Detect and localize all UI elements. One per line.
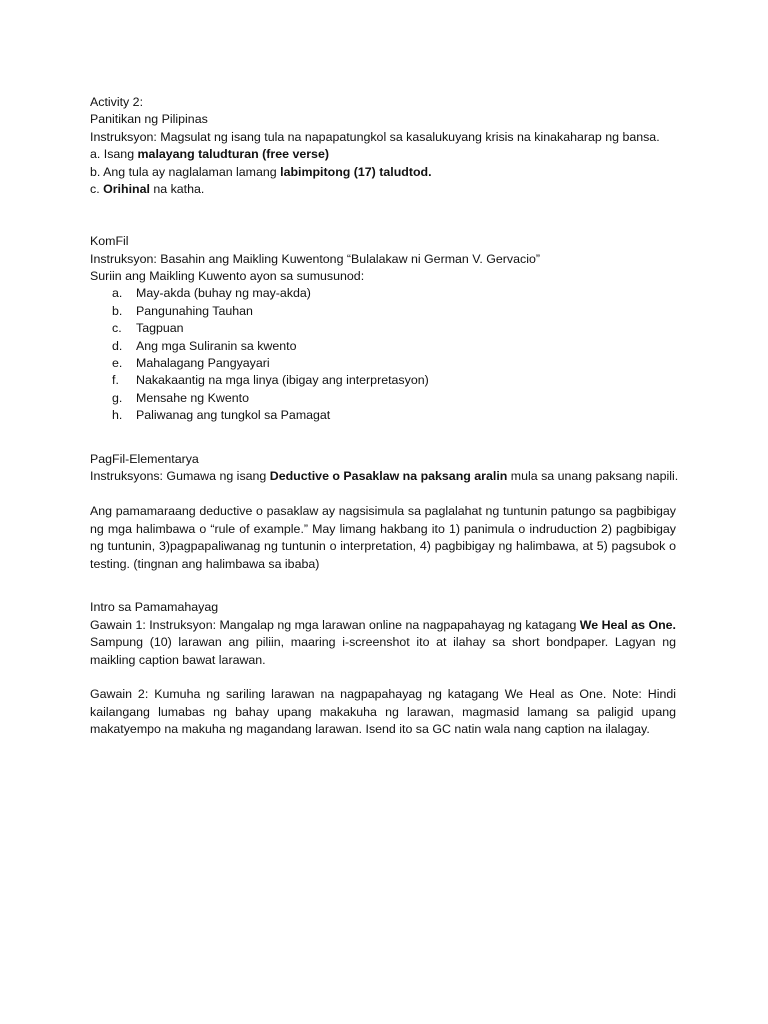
list-item-letter: d.	[112, 338, 123, 353]
document-page	[90, 94, 679, 739]
requirement-a-prefix: a. Isang	[90, 147, 138, 162]
list-item-letter: a.	[112, 286, 123, 301]
requirement-b-prefix: b. Ang tula ay naglalaman lamang	[90, 164, 281, 179]
requirement-b	[90, 164, 676, 181]
list-item-text: Paliwanag ang tungkol sa Pamagat	[136, 408, 331, 423]
list-item-text: May-akda (buhay ng may-akda)	[136, 286, 311, 301]
list-item	[90, 285, 676, 302]
requirement-c-suffix: na katha.	[149, 182, 205, 197]
gawain1-bold: We Heal as One.	[579, 617, 676, 632]
list-item	[90, 390, 676, 407]
gawain2-paragraph: Gawain 2: Kumuha ng sariling larawan na nagpapahayag ng katagang We Heal as One. Note: Hindi kailangang lumabas ng bahay upang makakuha ng larawan, magmasid lamang sa paligid upang makatyempo na makuha ng magandang larawan. Isend ito sa GC natin wala nang caption na ilalagay.	[90, 687, 676, 737]
list-item	[90, 320, 676, 337]
list-item-letter: e.	[112, 356, 123, 371]
list-item-letter: g.	[112, 390, 123, 405]
list-item	[90, 355, 676, 372]
komfil-title: KomFil	[90, 234, 129, 249]
komfil-list	[90, 285, 676, 424]
list-item	[90, 372, 676, 389]
pagfil-instruction-bold: Deductive o Pasaklaw na paksang aralin	[269, 469, 508, 484]
list-item-text: Mensahe ng Kwento	[136, 390, 249, 405]
list-item-letter: b.	[112, 303, 123, 318]
gawain1-prefix: Gawain 1: Instruksyon: Mangalap ng mga larawan online na nagpapahayag ng katagang	[90, 617, 580, 632]
requirement-c	[90, 181, 676, 198]
activity-title: Activity 2:	[90, 95, 144, 109]
activity-subject: Panitikan ng Pilipinas	[90, 112, 208, 127]
komfil-instruction: Instruksyon: Basahin ang Maikling Kuwentong “Bulalakaw ni German V. Gervacio”	[90, 251, 540, 266]
list-item-text: Ang mga Suliranin sa kwento	[136, 338, 297, 353]
requirement-a	[90, 146, 676, 163]
intro-title: Intro sa Pamamahayag	[90, 600, 219, 615]
requirement-a-bold: malayang taludturan (free verse)	[137, 147, 329, 162]
list-item	[90, 407, 676, 424]
komfil-sub-instruction: Suriin ang Maikling Kuwento ayon sa sumusunod:	[90, 269, 365, 284]
list-item	[90, 303, 676, 320]
pagfil-paragraph: Ang pamamaraang deductive o pasaklaw ay nagsisimula sa paglalahat ng tuntunin patungo sa pagbibigay ng mga halimbawa o “rule of example.” May limang hakbang ito 1) panimula o indruduction 2) pagbibigay ng tuntunin, 3)pagpapaliwanag ng tuntunin o interpretation, 4) pagbibigay ng halimbawa, at 5) pagsubok o testing. (tingnan ang halimbawa sa ibaba)	[90, 504, 676, 571]
list-item-text: Mahalagang Pangyayari	[136, 356, 270, 371]
list-item-letter: h.	[112, 408, 123, 423]
list-item-text: Nakakaantig na mga linya (ibigay ang interpretasyon)	[136, 373, 429, 388]
list-item-text: Tagpuan	[136, 321, 184, 336]
requirement-c-prefix: c.	[90, 182, 104, 197]
pagfil-title: PagFil-Elementarya	[90, 452, 199, 467]
list-item-letter: f.	[112, 373, 119, 388]
list-item	[90, 338, 676, 355]
activity-instruction: Instruksyon: Magsulat ng isang tula na napapatungkol sa kasalukuyang krisis na kinakaharap ng bansa.	[90, 129, 660, 144]
gawain1-paragraph	[90, 617, 676, 669]
gawain1-rest: Sampung (10) larawan ang piliin, maaring i-screenshot ito at ilahay sa short bondpaper. Lagyan ng maikling caption bawat larawan.	[90, 635, 676, 667]
pagfil-instruction-prefix: Instruksyons: Gumawa ng isang	[90, 469, 270, 484]
list-item-letter: c.	[112, 321, 122, 336]
pagfil-instruction-suffix: mula sa unang paksang napili.	[507, 469, 679, 484]
pagfil-instruction	[90, 468, 679, 485]
requirement-c-bold: Orihinal	[103, 182, 150, 197]
requirement-b-bold: labimpitong (17) taludtod.	[280, 164, 432, 179]
list-item-text: Pangunahing Tauhan	[136, 303, 253, 318]
